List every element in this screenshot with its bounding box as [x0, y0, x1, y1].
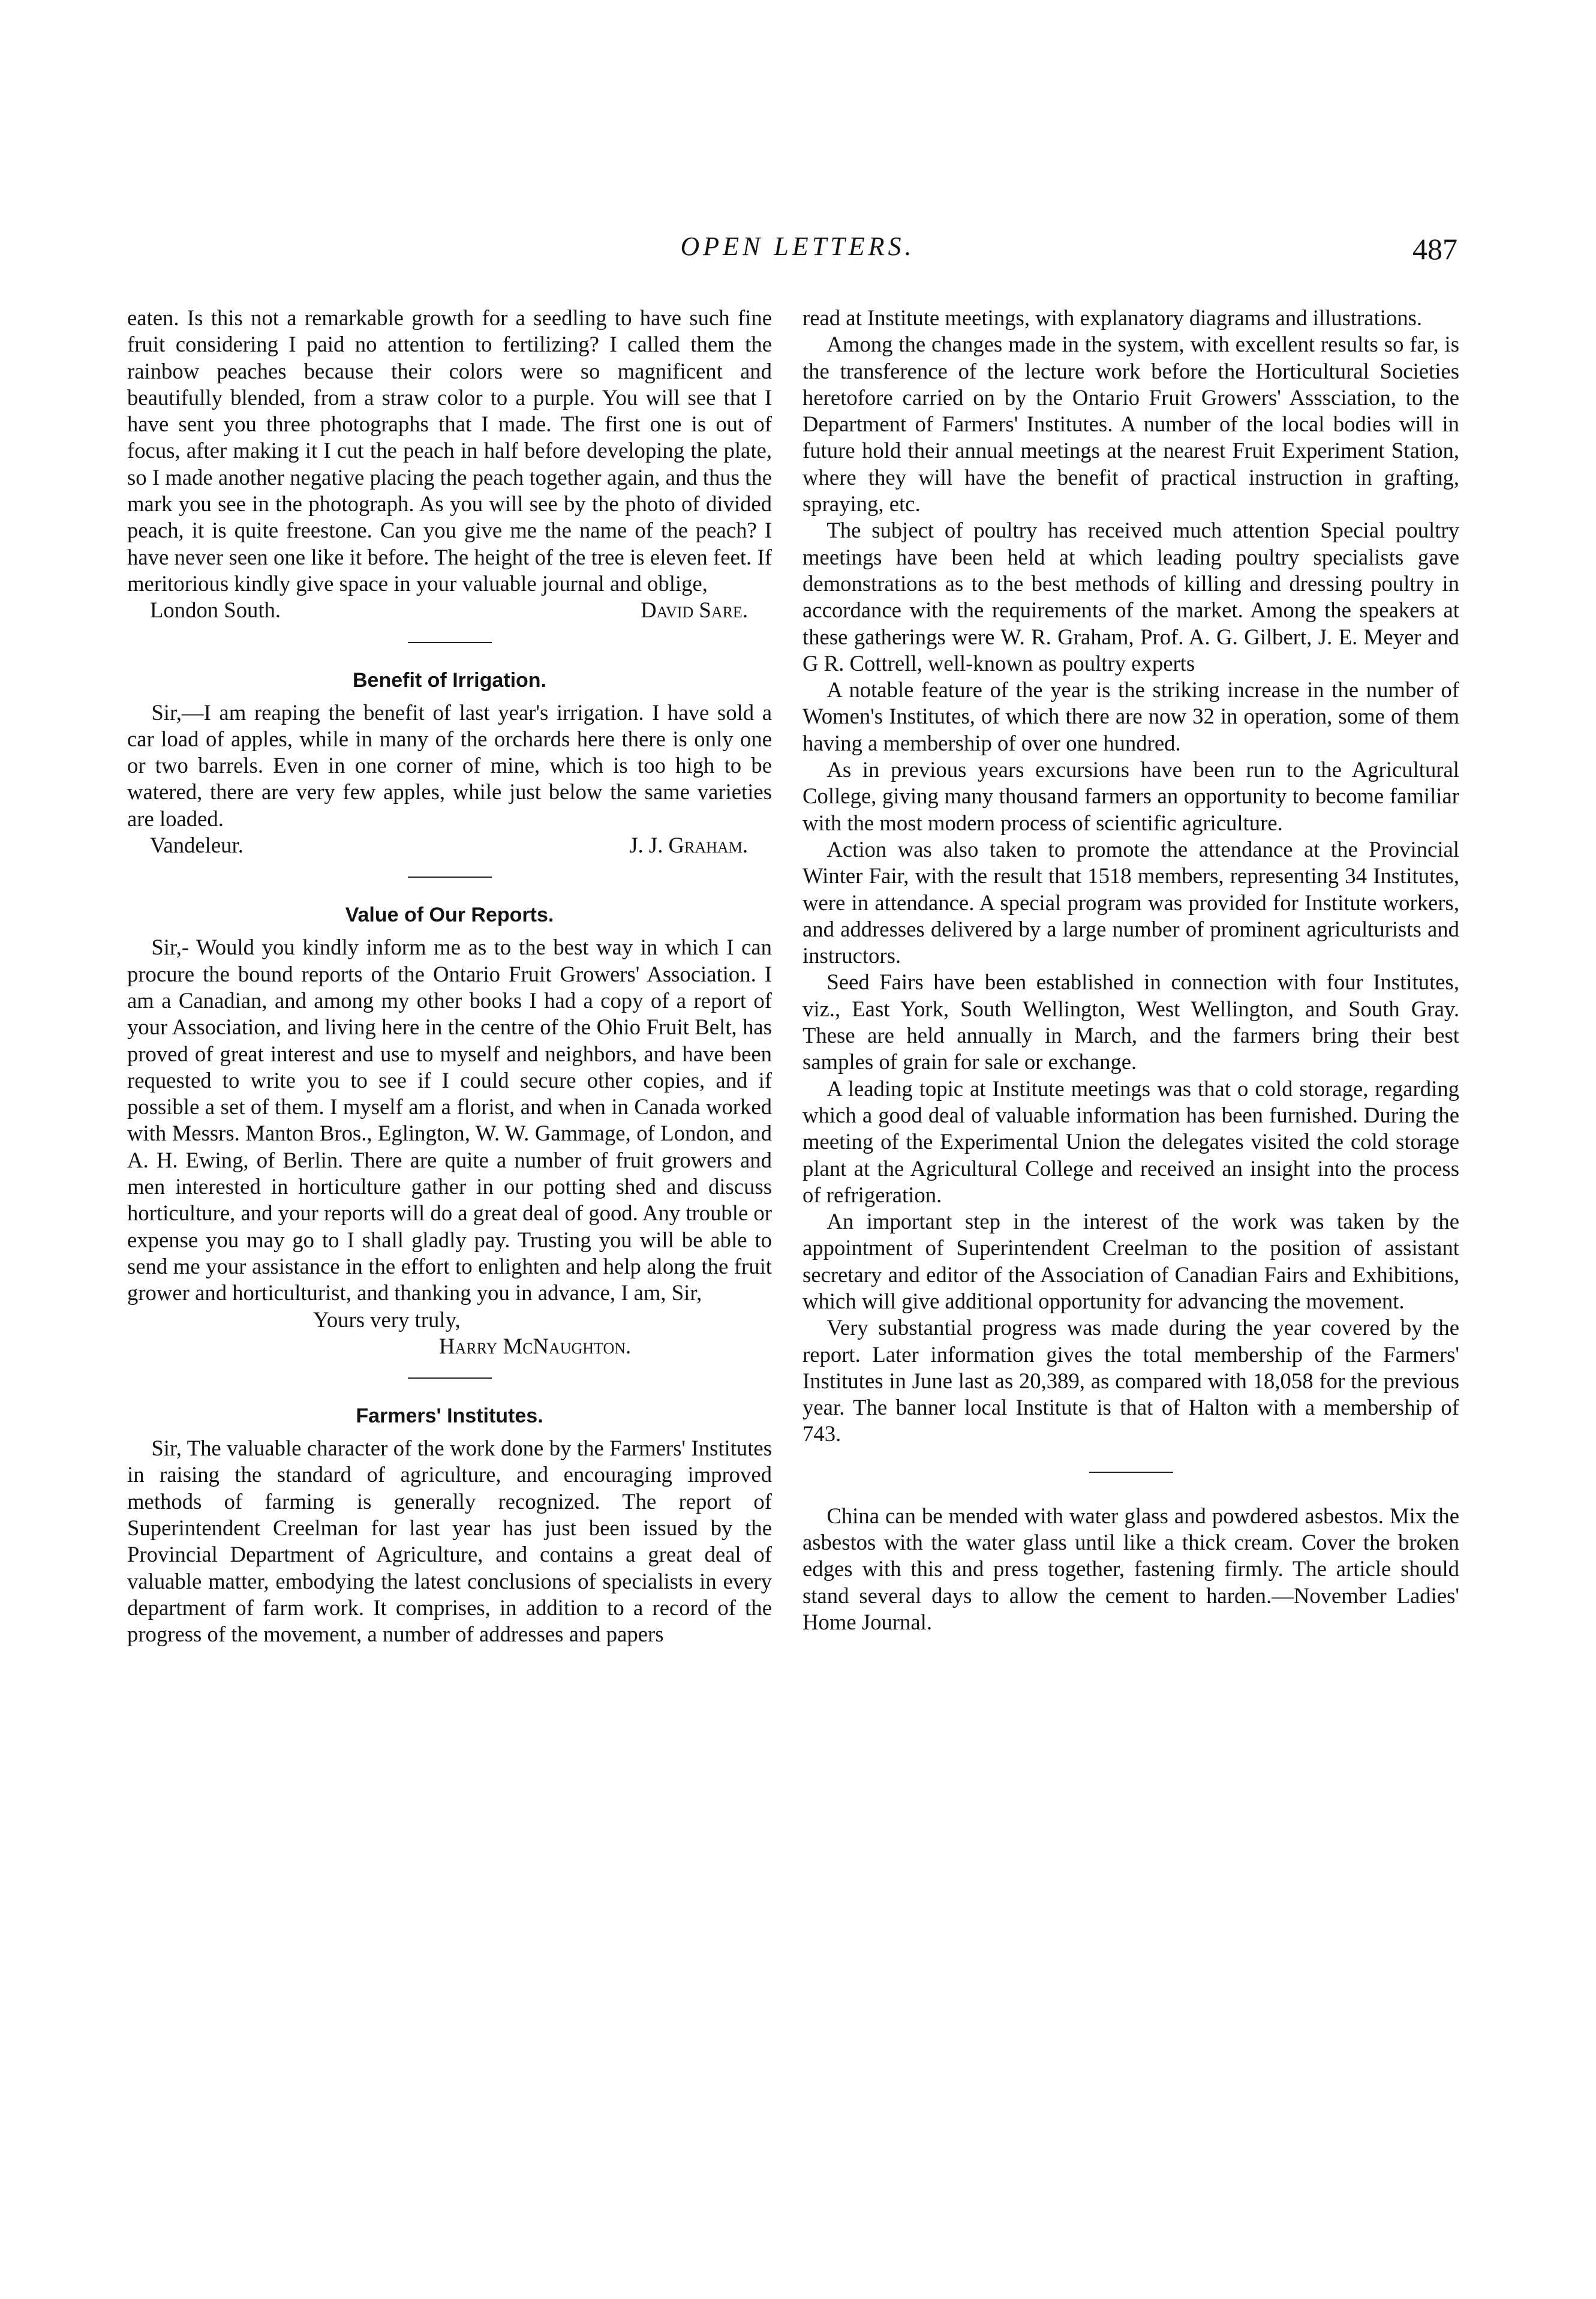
institutes-paragraph: An important step in the interest of the work was taken by the appointment of Superintendent Creelman to the position of assistant secretary and editor of the Association of Canadian Fairs and Exhibitions, which will give additional opportunity for advancing the movement. — [802, 1209, 1459, 1313]
institutes-paragraph: As in previous years excursions have been run to the Agricultural College, giving many thousand farmers an opportunity to become familiar with the most modern process of scientific agriculture. — [802, 757, 1459, 835]
right-column — [802, 305, 1459, 1635]
institutes-paragraph: Among the changes made in the system, with excellent results so far, is the transference of the lecture work before the Horticultural Societies heretofore carried on by the Ontario Fruit Growers' Asssciation, to the Department of Farmers' Institutes. A number of the local bodies will in future hold their annual meetings at the nearest Fruit Experiment Station, where they will have the benefit of practical instruction in grafting, spraying, etc. — [802, 332, 1459, 517]
china-mending-note: China can be mended with water glass and powdered asbestos. Mix the asbestos with the water glass until like a thick cream. Cover the broken edges with this and press together, fastening firmly. The article should stand several days to allow the cement to harden.—November Ladies' Home Journal. — [802, 1503, 1459, 1634]
reports-heading: Value of Our Reports. — [345, 904, 554, 927]
irrigation-heading: Benefit of Irrigation. — [353, 668, 546, 692]
irrigation-body: Sir,—I am reaping the benefit of last year's irrigation. I have sold a car load of apples, while in many of the orchards here there is only one or two barrels. Even in one corner of mine, which is too high to be watered, there are very few apples, while just below the same varieties are loaded. — [127, 700, 772, 831]
reports-closing: Yours very truly, — [313, 1307, 461, 1332]
institutes-paragraph: Seed Fairs have been established in connection with four Institutes, viz., East York, South Wellington, West Wellington, and South Gray. These are held annually in March, and the farmers bring their best samples of grain for sale or exchange. — [802, 970, 1459, 1075]
section-divider — [408, 1377, 492, 1379]
irrigation-place: Vandeleur. — [150, 833, 244, 858]
left-column — [127, 305, 772, 1647]
reports-signature: Harry McNaughton. — [439, 1333, 632, 1358]
institutes-paragraph: Action was also taken to promote the attendance at the Provincial Winter Fair, with the result that 1518 members, representing 34 Institutes, were in attendance. A special program was provided for Institute workers, and addresses delivered by a large number of prominent agriculturists and instructors. — [802, 836, 1459, 968]
letter-signature-line — [127, 597, 772, 623]
institutes-paragraph: Very substantial progress was made during the year covered by the report. Later information gives the total membership of the Farmers' Institutes in June last as 20,389, as compared with 18,058 for the previous year. The banner local Institute is that of Halton with a membership of 743. — [802, 1315, 1459, 1446]
reports-body: Sir,- Would you kindly inform me as to the best way in which I can procure the bound reports of the Ontario Fruit Growers' Association. I am a Canadian, and among my other books I had a copy of a report of your Association, and living here in the centre of the Ohio Fruit Belt, has proved of great interest and use to myself and neighbors, and have been requested to write you to see if I could secure other copies, and if possible a set of them. I myself am a florist, and when in Canada worked with Messrs. Manton Bros., Eglington, W. W. Gammage, of London, and A. H. Ewing, of Berlin. There are quite a number of fruit growers and men interested in horticulture gather in our potting shed and discuss horticulture, and your reports will do a great deal of good. Any trouble or expense you may go to I shall gladly pay. Trusting you will be able to send me your assistance in the effort to enlighten and help along the fruit grower and horticulturist, and thanking you in advance, I am, Sir, — [127, 935, 772, 1305]
section-divider — [1089, 1472, 1173, 1473]
page-number: 487 — [1412, 232, 1457, 266]
institutes-paragraph: A notable feature of the year is the striking increase in the number of Women's Institutes, of which there are now 32 in operation, some of them having a membership of over one hundred. — [802, 677, 1459, 755]
institutes-body: Sir, The valuable character of the work done by the Farmers' Institutes in raising the standard of agriculture, and encouraging improved methods of farming is generally recognized. The report of Superintendent Creelman for last year has just been issued by the Provincial Department of Agriculture, and contains a great deal of valuable matter, embodying the latest conclusions of specialists in every department of farm work. It comprises, in addition to a record of the progress of the movement, a number of addresses and papers — [127, 1436, 772, 1647]
letter-place: London South. — [150, 598, 281, 623]
section-divider — [408, 642, 492, 643]
letter-signature: David Sare. — [641, 598, 748, 623]
letter-continued-text: eaten. Is this not a remarkable growth for a seedling to have such fine fruit considering I paid no attention to fertilizing? I called them the rainbow peaches because their colors were so magnificent and beautifully blended, from a straw color to a purple. You will see that I have sent you three photographs that I made. The first one is out of focus, after making it I cut the peach in half before developing the plate, so I made another negative placing the peach together again, and thus the mark you see in the photograph. As you will see by the photo of divided peach, it is quite freestone. Can you give me the name of the peach? I have never seen one like it before. The height of the tree is eleven feet. If meritorious kindly give space in your valuable journal and oblige, — [127, 305, 772, 596]
irrigation-signature: J. J. Graham. — [629, 833, 748, 858]
institutes-heading: Farmers' Institutes. — [356, 1404, 543, 1428]
running-title: OPEN LETTERS. — [680, 232, 915, 261]
section-divider — [408, 877, 492, 878]
institutes-paragraph: read at Institute meetings, with explanatory diagrams and illustrations. — [802, 305, 1423, 330]
irrigation-signature-line — [127, 832, 772, 859]
institutes-paragraph: The subject of poultry has received much attention Special poultry meetings have been held at which leading poultry specialists gave demonstrations as to the best methods of killing and dressing poultry in accordance with the requirements of the market. Among the speakers at these gatherings were W. R. Graham, Prof. A. G. Gilbert, J. E. Meyer and G R. Cottrell, well-known as poultry experts — [802, 518, 1459, 676]
institutes-paragraph: A leading topic at Institute meetings was that o cold storage, regarding which a good deal of valuable information has been furnished. During the meeting of the Experimental Union the delegates visited the cold storage plant at the Agricultural College and received an insight into the process of refrigeration. — [802, 1076, 1459, 1207]
